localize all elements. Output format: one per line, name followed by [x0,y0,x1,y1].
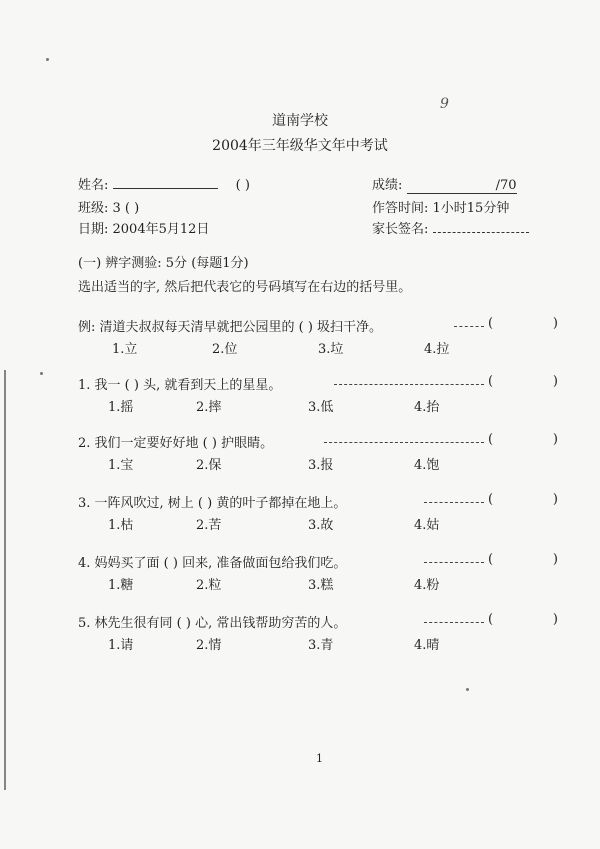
leader-line [424,562,484,563]
option: 1.立 [112,342,138,357]
question-5: 5. 林先生很有同 ( ) 心, 常出钱帮助穷苦的人。 ( ) 1.请 2.情 3.青 4.晴 [78,612,558,653]
option: 1.摇 [108,400,134,415]
option: 2.位 [212,342,238,357]
handwritten-mark: 9 [440,96,449,112]
section-instruction: 选出适当的字, 然后把代表它的号码填写在右边的括号里。 [78,280,412,295]
date-label: 日期: 2004年5月12日 [78,222,210,237]
question-text: 例: 清道夫叔叔每天清早就把公园里的 ( ) 圾扫干净。 [78,320,383,335]
name-row [78,174,250,193]
question-example: 例: 清道夫叔叔每天清早就把公园里的 ( ) 圾扫干净。 ( ) 1.立 2.位 3.垃 4.拉 [78,316,558,357]
leader-line [424,502,484,503]
option: 3.故 [308,518,334,533]
option: 4.抬 [414,400,440,415]
question-text: 1. 我一 ( ) 头, 就看到天上的星星。 [78,378,282,393]
scan-speck [46,58,49,61]
question-text: 2. 我们一定要好好地 ( ) 护眼睛。 [78,436,274,451]
option: 4.晴 [414,638,440,653]
name-paren: ( ) [235,178,250,193]
option: 4.姑 [414,518,440,533]
option: 3.报 [308,458,334,473]
option: 2.摔 [196,400,222,415]
leader-line [324,442,484,443]
page-number: 1 [316,752,323,765]
option: 4.粉 [414,578,440,593]
exam-title: 2004年三年级华文年中考试 [212,138,388,154]
option: 1.宝 [108,458,134,473]
question-1: 1. 我一 ( ) 头, 就看到天上的星星。 ( ) 1.摇 2.摔 3.低 4.抬 [78,374,558,415]
option: 1.糖 [108,578,134,593]
score-row [372,174,517,194]
option: 3.青 [308,638,334,653]
option: 4.饱 [414,458,440,473]
option: 3.低 [308,400,334,415]
option: 3.垃 [318,342,344,357]
option: 2.保 [196,458,222,473]
parent-label: 家长签名: [372,222,429,237]
option: 1.请 [108,638,134,653]
question-text: 5. 林先生很有同 ( ) 心, 常出钱帮助穷苦的人。 [78,616,347,631]
question-3: 3. 一阵风吹过, 树上 ( ) 黄的叶子都掉在地上。 ( ) 1.枯 2.苦 3.故 4.姑 [78,492,558,533]
option: 2.情 [196,638,222,653]
score-blank[interactable] [407,178,517,194]
leader-line [454,326,484,327]
parent-signature-blank[interactable] [433,232,529,233]
option: 1.枯 [108,518,134,533]
leader-line [334,384,484,385]
name-label: 姓名: [78,178,109,193]
parent-row [372,218,529,237]
question-text: 3. 一阵风吹过, 树上 ( ) 黄的叶子都掉在地上。 [78,496,347,511]
time-label: 作答时间: 1小时15分钟 [372,201,510,216]
score-label: 成绩: [372,178,403,193]
class-label: 班级: 3 ( ) [78,201,140,216]
name-blank[interactable] [113,188,218,189]
question-2: 2. 我们一定要好好地 ( ) 护眼睛。 ( ) 1.宝 2.保 3.报 4.饱 [78,432,558,473]
section-heading: (一) 辨字测验: 5分 (每题1分) [78,256,249,271]
option: 4.拉 [424,342,450,357]
option: 2.粒 [196,578,222,593]
scan-edge-mark [4,370,6,790]
option: 2.苦 [196,518,222,533]
school-name: 道南学校 [272,113,328,129]
leader-line [424,622,484,623]
scan-speck [40,372,43,375]
scan-speck [466,688,469,691]
score-value: /70 [495,178,517,193]
option: 3.糕 [308,578,334,593]
question-text: 4. 妈妈买了面 ( ) 回来, 准备做面包给我们吃。 [78,556,347,571]
question-4: 4. 妈妈买了面 ( ) 回来, 准备做面包给我们吃。 ( ) 1.糖 2.粒 3.糕 4.粉 [78,552,558,593]
